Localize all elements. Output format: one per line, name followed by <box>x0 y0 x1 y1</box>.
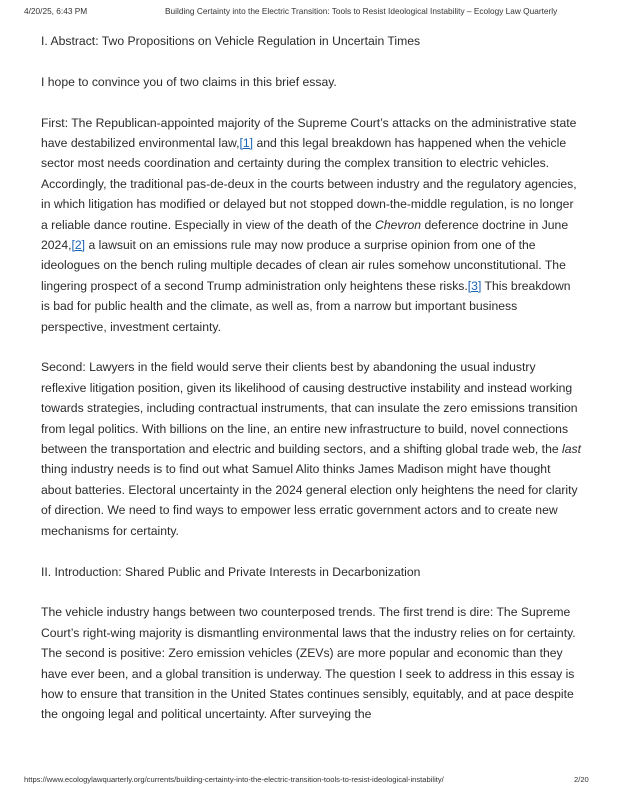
first-claim-paragraph <box>41 113 581 337</box>
section-heading-introduction: II. Introduction: Shared Public and Private Interests in Decarbonization <box>41 564 421 579</box>
case-name: Chevron <box>375 217 422 232</box>
text-segment: This breakdown is bad for public health and the climate, as well as, from a narrow but important business perspective, investment certainty. <box>41 278 571 334</box>
text-segment: and this legal breakdown has happened when the vehicle sector most needs coordination and certainty during the complex transition to electric vehicles. Accordingly, the traditional pas-de-deux in the courts between industry and the regulatory agencies, in which litigation has modified or delayed but not stopped down-the-middle regulation, is no longer a reliable dance routine. Especially in view of the death of the <box>41 136 577 232</box>
print-date: 4/20/25, 6:43 PM <box>24 6 88 16</box>
footnote-link-3[interactable]: [3] <box>467 278 482 293</box>
text-segment: First: The Republican-appointed majority of the Supreme Court’s attacks on the administrative state have destabilized environmental law, <box>41 115 577 150</box>
text-segment: thing industry needs is to find out what Samuel Alito thinks James Madison might have thought about batteries. Electoral uncertainty in the 2024 general election only heightens the need for clarity of direction. We need to find ways to empower less erratic government actors and to create new mechanisms for certainty. <box>41 462 578 538</box>
second-claim-paragraph <box>41 357 581 541</box>
page-number: 2/20 <box>574 775 589 784</box>
text-segment: deference doctrine in June 2024, <box>41 217 569 253</box>
introduction-paragraph: The vehicle industry hangs between two counterposed trends. The first trend is dire: The Supreme Court’s right-wing majority is dismantling environmental laws that the industry relies on for certainty. The second is positive: Zero emission vehicles (ZEVs) are more popular and economic than they have ever been, and a global transition is underway. The question I seek to address in this essay is how to ensure that transition in the United States continues sensibly, equitably, and at pace despite the ongoing legal and political uncertainty. After surveying the <box>41 605 576 722</box>
print-url: https://www.ecologylawquarterly.org/currents/building-certainty-into-the-electric-transition-tools-to-resist-ideological-instability/ <box>24 775 444 784</box>
footnote-link-2[interactable]: [2] <box>71 238 86 253</box>
article-body <box>41 31 581 745</box>
footnote-link-1[interactable]: [1] <box>239 136 254 150</box>
print-title: Building Certainty into the Electric Transition: Tools to Resist Ideological Instability – Ecology Law Quarterly <box>165 6 558 16</box>
text-segment: Second: Lawyers in the field would serve their clients best by abandoning the usual industry reflexive litigation position, given its likelihood of causing destructive instability and instead working towards strategies, including contractual instruments, that can insulate the zero emissions transition from legal politics. With billions on the line, an entire new infrastructure to build, novel connections between the transportation and electric and building sectors, and a shifting global trade web, the <box>41 360 578 457</box>
print-header <box>0 6 618 20</box>
section-heading-abstract: I. Abstract: Two Propositions on Vehicle Regulation in Uncertain Times <box>41 34 421 48</box>
intro-paragraph: I hope to convince you of two claims in this brief essay. <box>41 74 337 89</box>
emphasis: last <box>562 442 581 457</box>
text-segment: a lawsuit on an emissions rule may now produce a surprise opinion from one of the ideologues on the bench ruling multiple decades of clean air rules somehow unconstitutional. The lingering prospect of a second Trump administration only heightens these risks. <box>41 238 566 293</box>
